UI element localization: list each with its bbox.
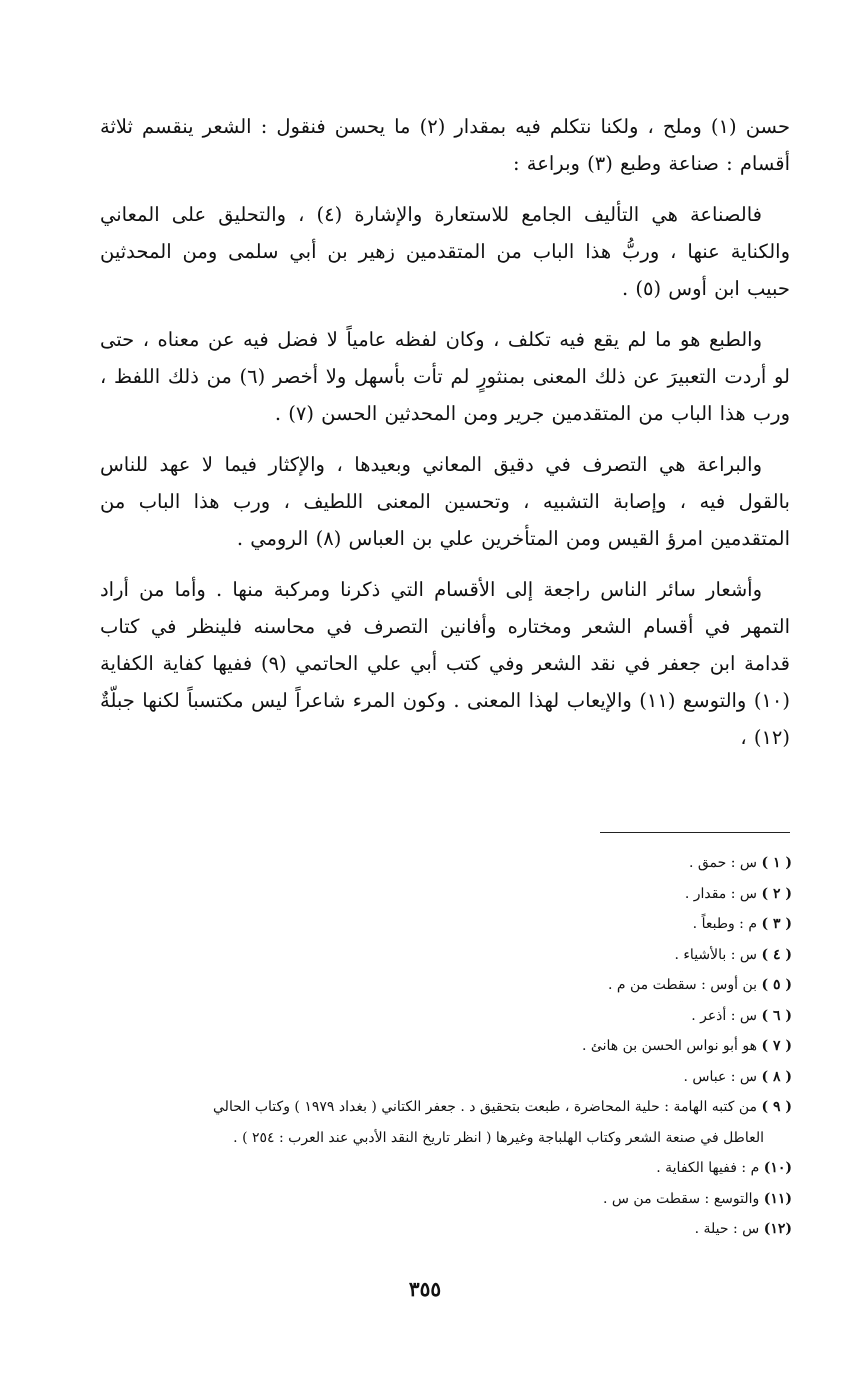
footnote-5: ( ٥ ) بن أوس : سقطت من م .: [607, 977, 792, 993]
main-text: [100, 108, 790, 770]
paragraph-1: حسن (١) وملح ، ولكنا نتكلم فيه بمقدار (٢) ما يحسن فنقول : الشعر ينقسم ثلاثة أقسام : صناعة وطبع (٣) وبراعة :: [100, 115, 790, 175]
paragraph-3: والطبع هو ما لم يقع فيه تكلف ، وكان لفظه عامياً لا فضل فيه عن معناه ، حتى لو أردت التعبيرَ عن ذلك المعنى بمنثورٍ لم تأت بأسهل ولا أخصر (٦) من ذلك اللفظ ، ورب هذا الباب من المتقدمين جرير ومن المحدثين الحسن (٧) .: [100, 328, 790, 425]
footnote-2: ( ٢ ) س : مقدار .: [684, 885, 792, 902]
paragraph-4: والبراعة هي التصرف في دقيق المعاني وبعيدها ، والإكثار فيما لا عهد للناس بالقول فيه ، وإصابة التشبيه ، وتحسين المعنى اللطيف ، ورب هذا الباب من المتقدمين امرؤ القيس ومن المتأخرين علي بن العباس (٨) الرومي .: [100, 453, 790, 550]
footnote-6: ( ٦ ) س : أذعر .: [691, 1007, 792, 1024]
footnote-9: ( ٩ ) من كتبه الهامة : حلية المحاضرة ، طبعت بتحقيق د . جعفر الكتاني ( بغداد ١٩٧٩ ) وكتاب الحالي العاطل في صنعة الشعر وكتاب الهلباجة وغيرها ( انظر تاريخ النقد الأدبي عند العرب : ٢٥٤ ) .: [100, 1092, 792, 1153]
footnote-4: ( ٤ ) س : بالأشياء .: [674, 946, 792, 963]
footnote-9-continuation: العاطل في صنعة الشعر وكتاب الهلباجة وغيرها ( انظر تاريخ النقد الأدبي عند العرب : ٢٥٤ ) .: [233, 1129, 764, 1146]
footnote-7: ( ٧ ) هو أبو نواس الحسن بن هانئ .: [582, 1038, 792, 1054]
footnote-separator: [600, 832, 790, 833]
paragraph-5: وأشعار سائر الناس راجعة إلى الأقسام التي ذكرنا ومركبة منها . وأما من أراد التمهر في أقسام الشعر ومختاره وأفانين التصرف في محاسنه فلينظر في كتاب قدامة ابن جعفر في نقد الشعر وفي كتب أبي علي الحاتمي (٩) ففيها كفاية الكفاية (١٠) والتوسع (١١) والإيعاب لهذا المعنى . وكون المرء شاعراً ليس مكتسباً لكنها جبلّةٌ (١٢) ،: [100, 578, 790, 749]
footnote-12: (١٢) س : حيلة .: [694, 1221, 792, 1237]
footnote-11: (١١) والتوسع : سقطت من س .: [602, 1190, 792, 1207]
footnote-8: ( ٨ ) س : عباس .: [683, 1068, 792, 1085]
footnote-1: ( ١ ) س : حمق .: [688, 855, 792, 871]
footnotes: [100, 848, 792, 1245]
footnote-3: ( ٣ ) م : وطبعاً .: [692, 916, 792, 932]
page-number: ٣٥٥: [408, 1277, 442, 1301]
footnote-10: (١٠) م : ففيها الكفاية .: [656, 1160, 792, 1176]
paragraph-2: فالصناعة هي التأليف الجامع للاستعارة والإشارة (٤) ، والتحليق على المعاني والكناية عنها ، وربُّ هذا الباب من المتقدمين زهير بن أبي سلمى ومن المحدثين حبيب ابن أوس (٥) .: [100, 203, 790, 300]
